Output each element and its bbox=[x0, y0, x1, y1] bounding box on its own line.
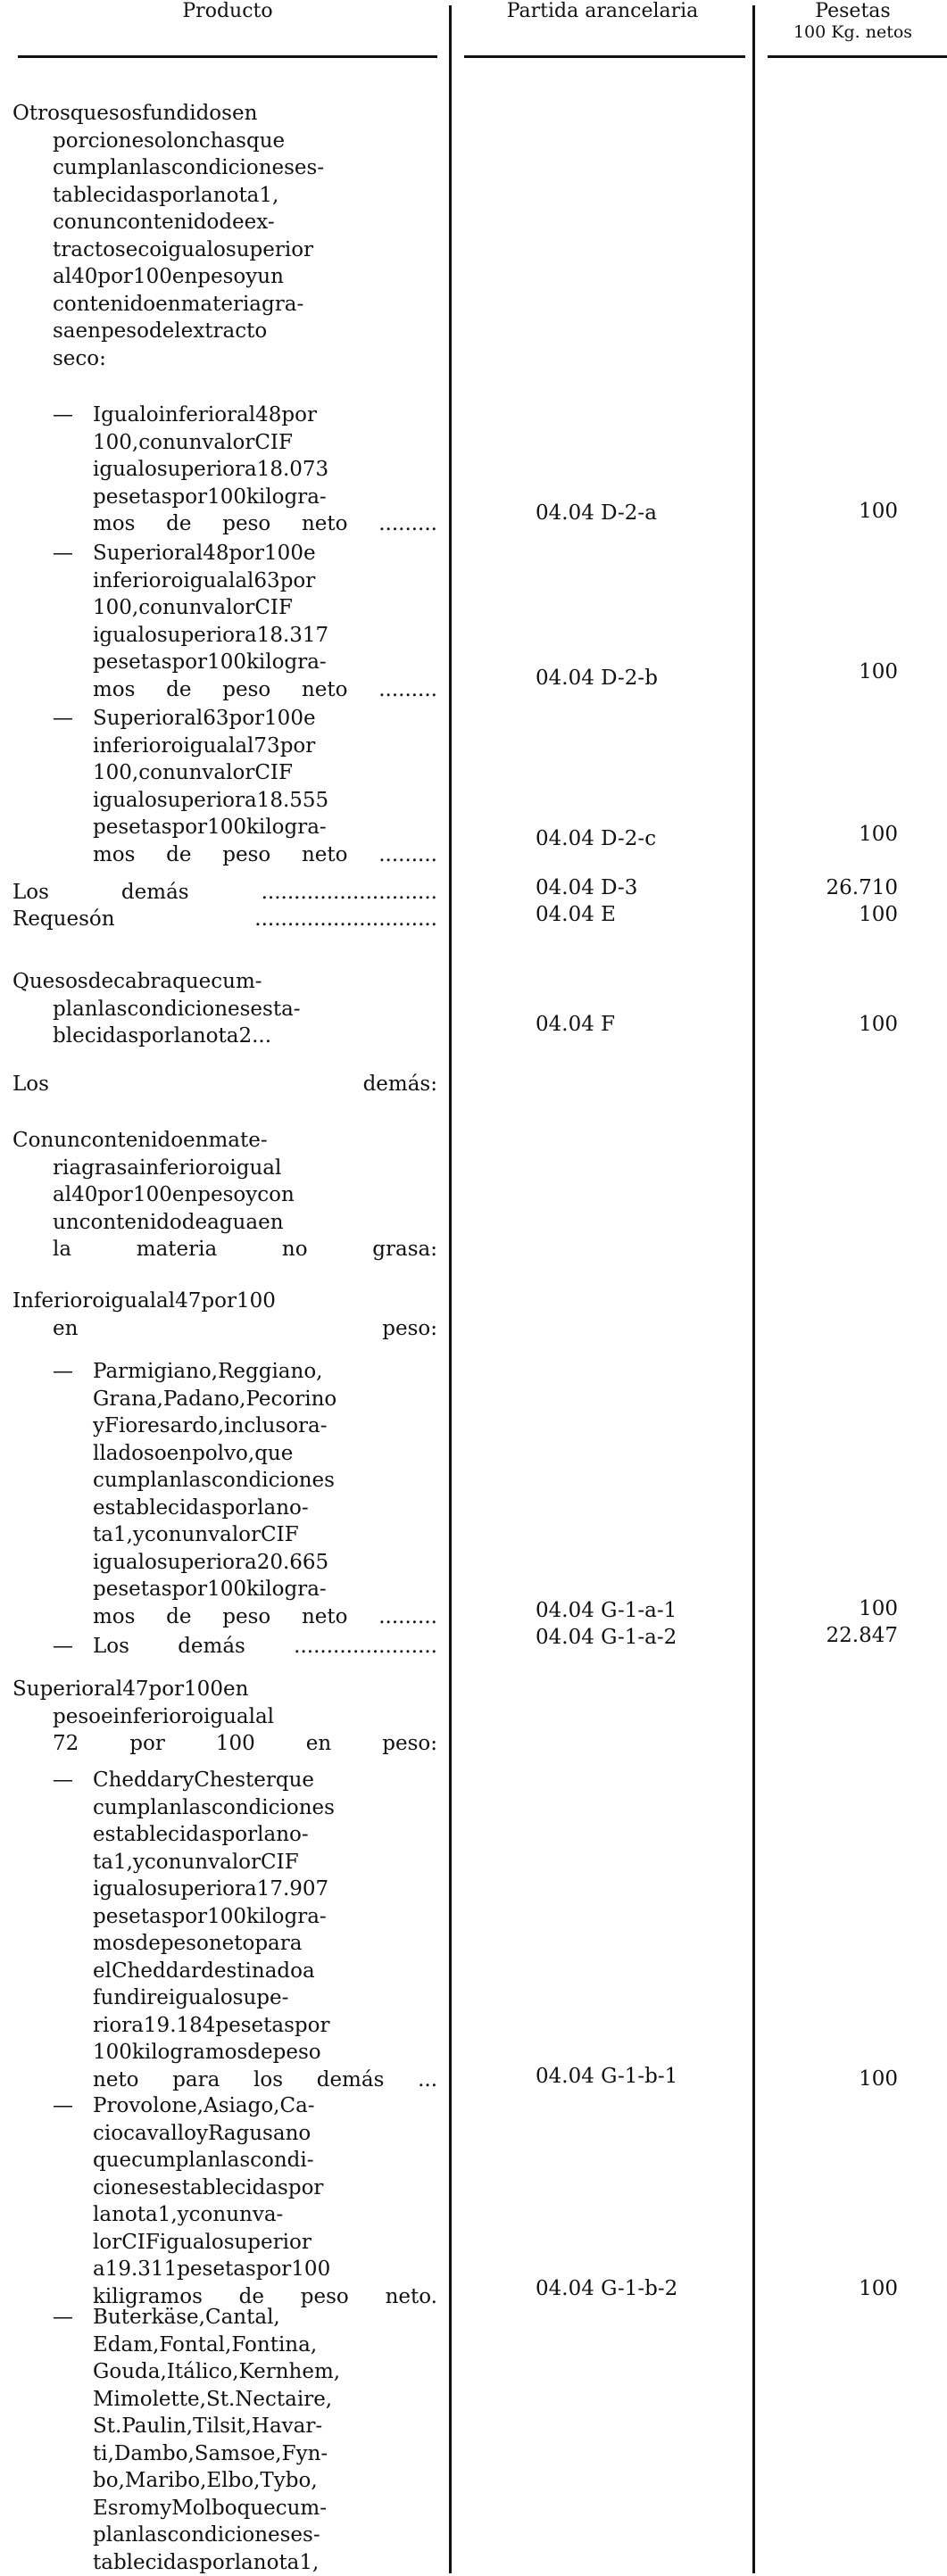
text-line: Conuncontenidoenmate- bbox=[12, 1127, 437, 1155]
partida-g1b2: 04.04 G-1-b-2 bbox=[536, 2275, 750, 2303]
text-line: al40por100enpesoycon bbox=[12, 1181, 437, 1209]
text-line: cionesestablecidaspor bbox=[12, 2174, 437, 2202]
product-heading-quesos-cabra bbox=[12, 968, 437, 1050]
text-line: igualosuperiora18.317 bbox=[12, 622, 437, 650]
product-heading-superior-47 bbox=[12, 1676, 437, 1758]
text-line: mos de peso neto ......... bbox=[12, 1603, 437, 1631]
product-item-d2a bbox=[12, 402, 437, 538]
text-line: inferioroigualal63por bbox=[12, 567, 437, 595]
text-line: seco: bbox=[12, 345, 437, 373]
product-item-buterkase bbox=[12, 2304, 437, 2576]
text-line: en peso: bbox=[12, 1315, 437, 1343]
text-line: tractosecoigualosuperior bbox=[12, 236, 437, 264]
header-rule-producto bbox=[18, 55, 437, 58]
product-heading-los-demas bbox=[12, 1071, 437, 1098]
text-line: ta1,yconunvalorCIF bbox=[12, 1521, 437, 1549]
partida-g1b1: 04.04 G-1-b-1 bbox=[536, 2063, 750, 2091]
text-line: yFioresardo,inclusora- bbox=[12, 1412, 437, 1440]
product-row-requeson bbox=[12, 906, 437, 933]
product-heading-inferior-47 bbox=[12, 1288, 437, 1342]
text-line: lanota1,yconunva- bbox=[12, 2201, 437, 2229]
partida-d3: 04.04 D-3 bbox=[536, 874, 750, 902]
text-line: Edam,Fontal,Fontina, bbox=[12, 2332, 437, 2359]
text-line: igualosuperiora20.665 bbox=[12, 1549, 437, 1577]
dash-bullet-icon: — bbox=[53, 1633, 73, 1661]
text-line: 100,conunvalorCIF bbox=[12, 594, 437, 622]
dash-bullet-icon: — bbox=[53, 705, 73, 733]
text-line: pesetaspor100kilogra- bbox=[12, 484, 437, 511]
pesetas-g1a2: 22.847 bbox=[768, 1622, 898, 1650]
text-line: 100,conunvalorCIF bbox=[12, 759, 437, 787]
text-line: blecidasporlanota2... bbox=[12, 1023, 437, 1050]
pesetas-d2c: 100 bbox=[768, 821, 898, 849]
text-line: porcionesolonchasque bbox=[12, 128, 437, 155]
text-line: Mimolette,St.Nectaire, bbox=[12, 2386, 437, 2414]
text-line: fundireigualosupe- bbox=[12, 1984, 437, 2012]
text-line: Buterkäse,Cantal, bbox=[12, 2304, 437, 2332]
text-line: Igualoinferioral48por bbox=[12, 402, 437, 429]
text-line: EsromyMolboquecum- bbox=[12, 2495, 437, 2522]
pesetas-d2a: 100 bbox=[768, 498, 898, 526]
partida-g1a1: 04.04 G-1-a-1 bbox=[536, 1597, 750, 1625]
pesetas-d2b: 100 bbox=[768, 658, 898, 686]
header-partida bbox=[460, 0, 745, 23]
partida-d2b: 04.04 D-2-b bbox=[536, 665, 750, 692]
text-line: a19.311pesetaspor100 bbox=[12, 2256, 437, 2283]
dash-bullet-icon: — bbox=[53, 2092, 73, 2120]
text-line: Superioral48por100e bbox=[12, 540, 437, 567]
text-line: Los demás: bbox=[12, 1071, 437, 1098]
text-line: establecidasporlano- bbox=[12, 1821, 437, 1849]
text-line: inferioroigualal73por bbox=[12, 733, 437, 760]
header-pesetas-label: Pesetas bbox=[815, 0, 890, 22]
text-line: uncontenidodeaguaen bbox=[12, 1209, 437, 1237]
text-line: igualosuperiora17.907 bbox=[12, 1876, 437, 1903]
product-item-cheddar bbox=[12, 1767, 437, 2093]
text-line: al40por100enpesoyun bbox=[12, 263, 437, 291]
text-line: cumplanlascondicioneses- bbox=[12, 154, 437, 182]
text-line: Inferioroigualal47por100 bbox=[12, 1288, 437, 1315]
text-line: mosdepesonetopara bbox=[12, 1930, 437, 1958]
header-partida-label: Partida arancelaria bbox=[507, 0, 699, 22]
text-line: igualosuperiora18.555 bbox=[12, 787, 437, 815]
text-line: conuncontenidodeex- bbox=[12, 209, 437, 236]
dash-bullet-icon: — bbox=[53, 540, 73, 567]
text-line: igualosuperiora18.073 bbox=[12, 456, 437, 484]
text-line: Gouda,Itálico,Kernhem, bbox=[12, 2358, 437, 2386]
text-line: 72 por 100 en peso: bbox=[12, 1730, 437, 1758]
pesetas-g1a1: 100 bbox=[768, 1595, 898, 1623]
text-line: cumplanlascondiciones bbox=[12, 1467, 437, 1495]
text-line: planlascondicionesesta- bbox=[12, 996, 437, 1023]
text-line: quecumplanlascondi- bbox=[12, 2147, 437, 2174]
text-line: tablecidasporlanota1, bbox=[12, 2549, 437, 2576]
pesetas-d3: 26.710 bbox=[768, 874, 898, 902]
text-line: contenidoenmateriagra- bbox=[12, 291, 437, 319]
pesetas-g1b1: 100 bbox=[768, 2066, 898, 2093]
text-line: riagrasainferioroigual bbox=[12, 1155, 437, 1182]
text-line: pesoeinferioroigualal bbox=[12, 1703, 437, 1731]
text-line: Provolone,Asiago,Ca- bbox=[12, 2092, 437, 2120]
dash-bullet-icon: — bbox=[53, 1358, 73, 1386]
dash-bullet-icon: — bbox=[53, 402, 73, 429]
text-line: CheddaryChesterque bbox=[12, 1767, 437, 1794]
text-line: pesetaspor100kilogra- bbox=[12, 1903, 437, 1931]
text-line: Parmigiano,Reggiano, bbox=[12, 1358, 437, 1386]
text-line: ti,Dambo,Samsoe,Fyn- bbox=[12, 2440, 437, 2468]
text-line: kiligramos de peso neto. bbox=[12, 2283, 437, 2311]
pesetas-g1b2: 100 bbox=[768, 2275, 898, 2303]
partida-d2a: 04.04 D-2-a bbox=[536, 500, 750, 527]
header-rule-partida bbox=[464, 55, 745, 58]
partida-d2c: 04.04 D-2-c bbox=[536, 825, 750, 853]
text-line: mos de peso neto ......... bbox=[12, 676, 437, 704]
text-line: mos de peso neto ......... bbox=[12, 841, 437, 869]
dash-bullet-icon: — bbox=[53, 2304, 73, 2332]
header-pesetas bbox=[759, 0, 947, 41]
column-divider-1 bbox=[449, 5, 452, 2573]
text-line: pesetaspor100kilogra- bbox=[12, 814, 437, 841]
text-line: riora19.184pesetaspor bbox=[12, 2012, 437, 2040]
pesetas-f: 100 bbox=[768, 1011, 898, 1039]
product-item-provolone bbox=[12, 2092, 437, 2310]
text-line: Superioral63por100e bbox=[12, 705, 437, 733]
text-line: mos de peso neto ......... bbox=[12, 510, 437, 538]
text-line: Los demás ...................... bbox=[12, 1633, 437, 1661]
text-line: ciocavalloyRagusano bbox=[12, 2120, 437, 2148]
text-line: 100kilogramosdepeso bbox=[12, 2039, 437, 2067]
partida-f: 04.04 F bbox=[536, 1011, 750, 1039]
header-pesetas-unit: 100 Kg. netos bbox=[759, 23, 947, 41]
text-line: Requesón ............................ bbox=[12, 906, 437, 933]
header-producto-label: Producto bbox=[182, 0, 272, 22]
product-heading-otros-quesos bbox=[12, 100, 437, 372]
pesetas-e: 100 bbox=[768, 901, 898, 929]
text-line: establecidasporlano- bbox=[12, 1495, 437, 1522]
partida-g1a2: 04.04 G-1-a-2 bbox=[536, 1624, 750, 1652]
text-line: lorCIFigualosuperior bbox=[12, 2229, 437, 2257]
header-producto bbox=[18, 0, 437, 23]
text-line: Superioral47por100en bbox=[12, 1676, 437, 1703]
text-line: ta1,yconunvalorCIF bbox=[12, 1849, 437, 1876]
text-line: pesetaspor100kilogra- bbox=[12, 649, 437, 676]
text-line: Quesosdecabraquecum- bbox=[12, 968, 437, 996]
text-line: neto para los demás ... bbox=[12, 2067, 437, 2094]
text-line: bo,Maribo,Elbo,Tybo, bbox=[12, 2467, 437, 2495]
dash-bullet-icon: — bbox=[53, 1767, 73, 1794]
partida-e: 04.04 E bbox=[536, 901, 750, 929]
text-line: planlascondicioneses- bbox=[12, 2522, 437, 2549]
header-rule-pesetas bbox=[768, 55, 947, 58]
text-line: lladosoenpolvo,que bbox=[12, 1440, 437, 1468]
text-line: elCheddardestinadoa bbox=[12, 1958, 437, 1985]
product-item-los-demas-g1a2 bbox=[12, 1633, 437, 1661]
product-item-d2b bbox=[12, 540, 437, 703]
text-line: St.Paulin,Tilsit,Havar- bbox=[12, 2413, 437, 2440]
product-row-los-demas-d3 bbox=[12, 879, 437, 907]
text-line: 100,conunvalorCIF bbox=[12, 429, 437, 457]
column-divider-2 bbox=[752, 5, 755, 2573]
text-line: Grana,Padano,Pecorino bbox=[12, 1386, 437, 1413]
text-line: la materia no grasa: bbox=[12, 1236, 437, 1263]
text-line: Los demás ........................... bbox=[12, 879, 437, 907]
product-item-d2c bbox=[12, 705, 437, 868]
text-line: saenpesodelextracto bbox=[12, 318, 437, 345]
product-heading-materia-grasa bbox=[12, 1127, 437, 1263]
text-line: Otrosquesosfundidosen bbox=[12, 100, 437, 128]
text-line: cumplanlascondiciones bbox=[12, 1794, 437, 1822]
text-line: tablecidasporlanota1, bbox=[12, 182, 437, 210]
text-line: pesetaspor100kilogra- bbox=[12, 1576, 437, 1603]
product-item-parmigiano bbox=[12, 1358, 437, 1630]
